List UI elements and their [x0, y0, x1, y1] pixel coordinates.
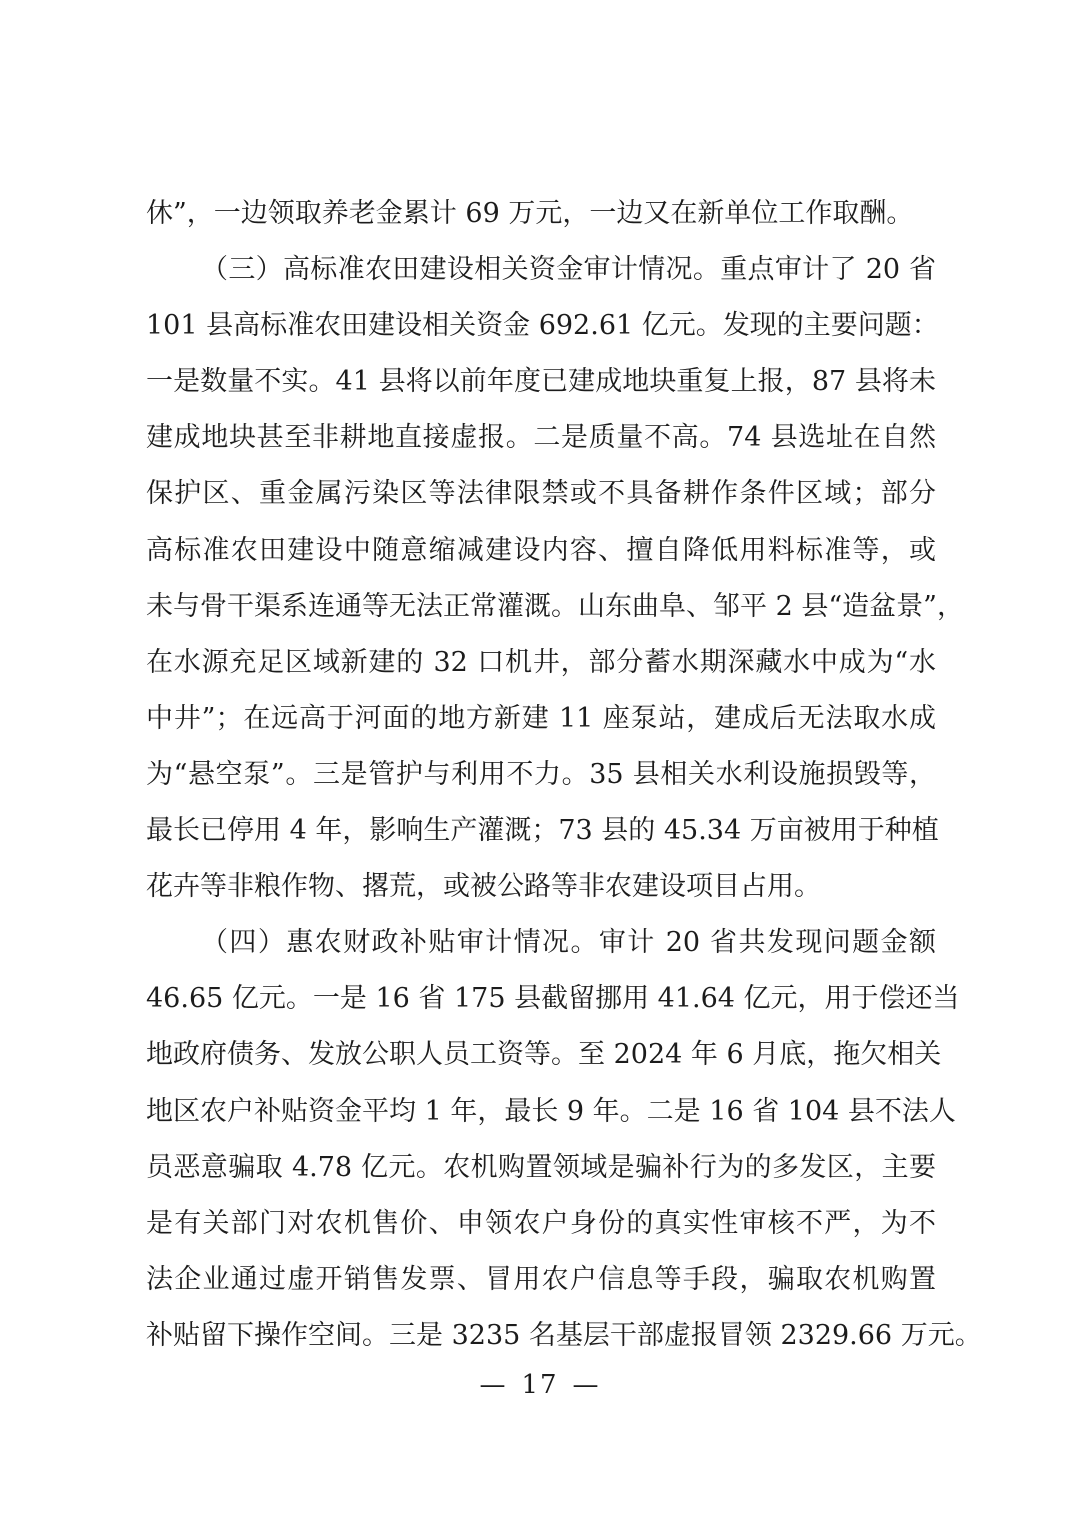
footer-dash-left: — [479, 1370, 508, 1400]
text-line: 中井”；在远高于河面的地方新建 11 座泵站，建成后无法取水成 [146, 702, 936, 734]
footer-dash-right: — [572, 1370, 601, 1400]
text-line: 地区农户补贴资金平均 1 年，最长 9 年。二是 16 省 104 县不法人 [146, 1095, 956, 1127]
text-line: 花卉等非粮作物、撂荒，或被公路等非农建设项目占用。 [146, 871, 821, 903]
text-line: 46.65 亿元。一是 16 省 175 县截留挪用 41.64 亿元，用于偿还当 [146, 983, 960, 1015]
text-line: 为“悬空泵”。三是管护与利用不力。35 县相关水利设施损毁等， [146, 758, 936, 790]
page-footer [0, 1365, 1080, 1405]
text-line: 补贴留下操作空间。三是 3235 名基层干部虚报冒领 2329.66 万元。 [146, 1319, 982, 1351]
document-body [146, 186, 982, 1364]
paragraph [146, 186, 936, 242]
text-line: 建成地块甚至非耕地直接虚报。二是质量不高。74 县选址在自然 [146, 422, 936, 454]
text-line: 在水源充足区域新建的 32 口机井，部分蓄水期深藏水中成为“水 [146, 646, 936, 678]
text-line: 地政府债务、发放公职人员工资等。至 2024 年 6 月底，拖欠相关 [146, 1039, 942, 1071]
text-line: 法企业通过虚开销售发票、冒用农户信息等手段，骗取农机购置 [146, 1263, 936, 1295]
text-line: 未与骨干渠系连通等无法正常灌溉。山东曲阜、邹平 2 县“造盆景”， [146, 590, 964, 622]
page-number: 17 [521, 1370, 559, 1400]
paragraph-heading-line: （四）惠农财政补贴审计情况。审计 20 省共发现问题金额 [201, 927, 936, 959]
paragraph-farmland-audit [146, 242, 964, 915]
text-line: 是有关部门对农机售价、申领农户身份的真实性审核不严，为不 [146, 1207, 936, 1239]
text-line: 一是数量不实。41 县将以前年度已建成地块重复上报，87 县将未 [146, 366, 936, 398]
text-line: 最长已停用 4 年，影响生产灌溉；73 县的 45.34 万亩被用于种植 [146, 815, 939, 847]
text-line: 休”，一边领取养老金累计 69 万元，一边又在新单位工作取酬。 [146, 198, 914, 229]
paragraph-subsidy-audit [146, 915, 982, 1364]
text-line: 保护区、重金属污染区等法律限禁或不具备耕作条件区域；部分 [146, 478, 936, 510]
text-line: 101 县高标准农田建设相关资金 692.61 亿元。发现的主要问题： [146, 310, 939, 342]
paragraph-heading-line: （三）高标准农田建设相关资金审计情况。重点审计了 20 省 [201, 254, 936, 286]
text-line: 高标准农田建设中随意缩减建设内容、擅自降低用料标准等，或 [146, 534, 936, 566]
text-line: 员恶意骗取 4.78 亿元。农机购置领域是骗补行为的多发区，主要 [146, 1151, 936, 1183]
